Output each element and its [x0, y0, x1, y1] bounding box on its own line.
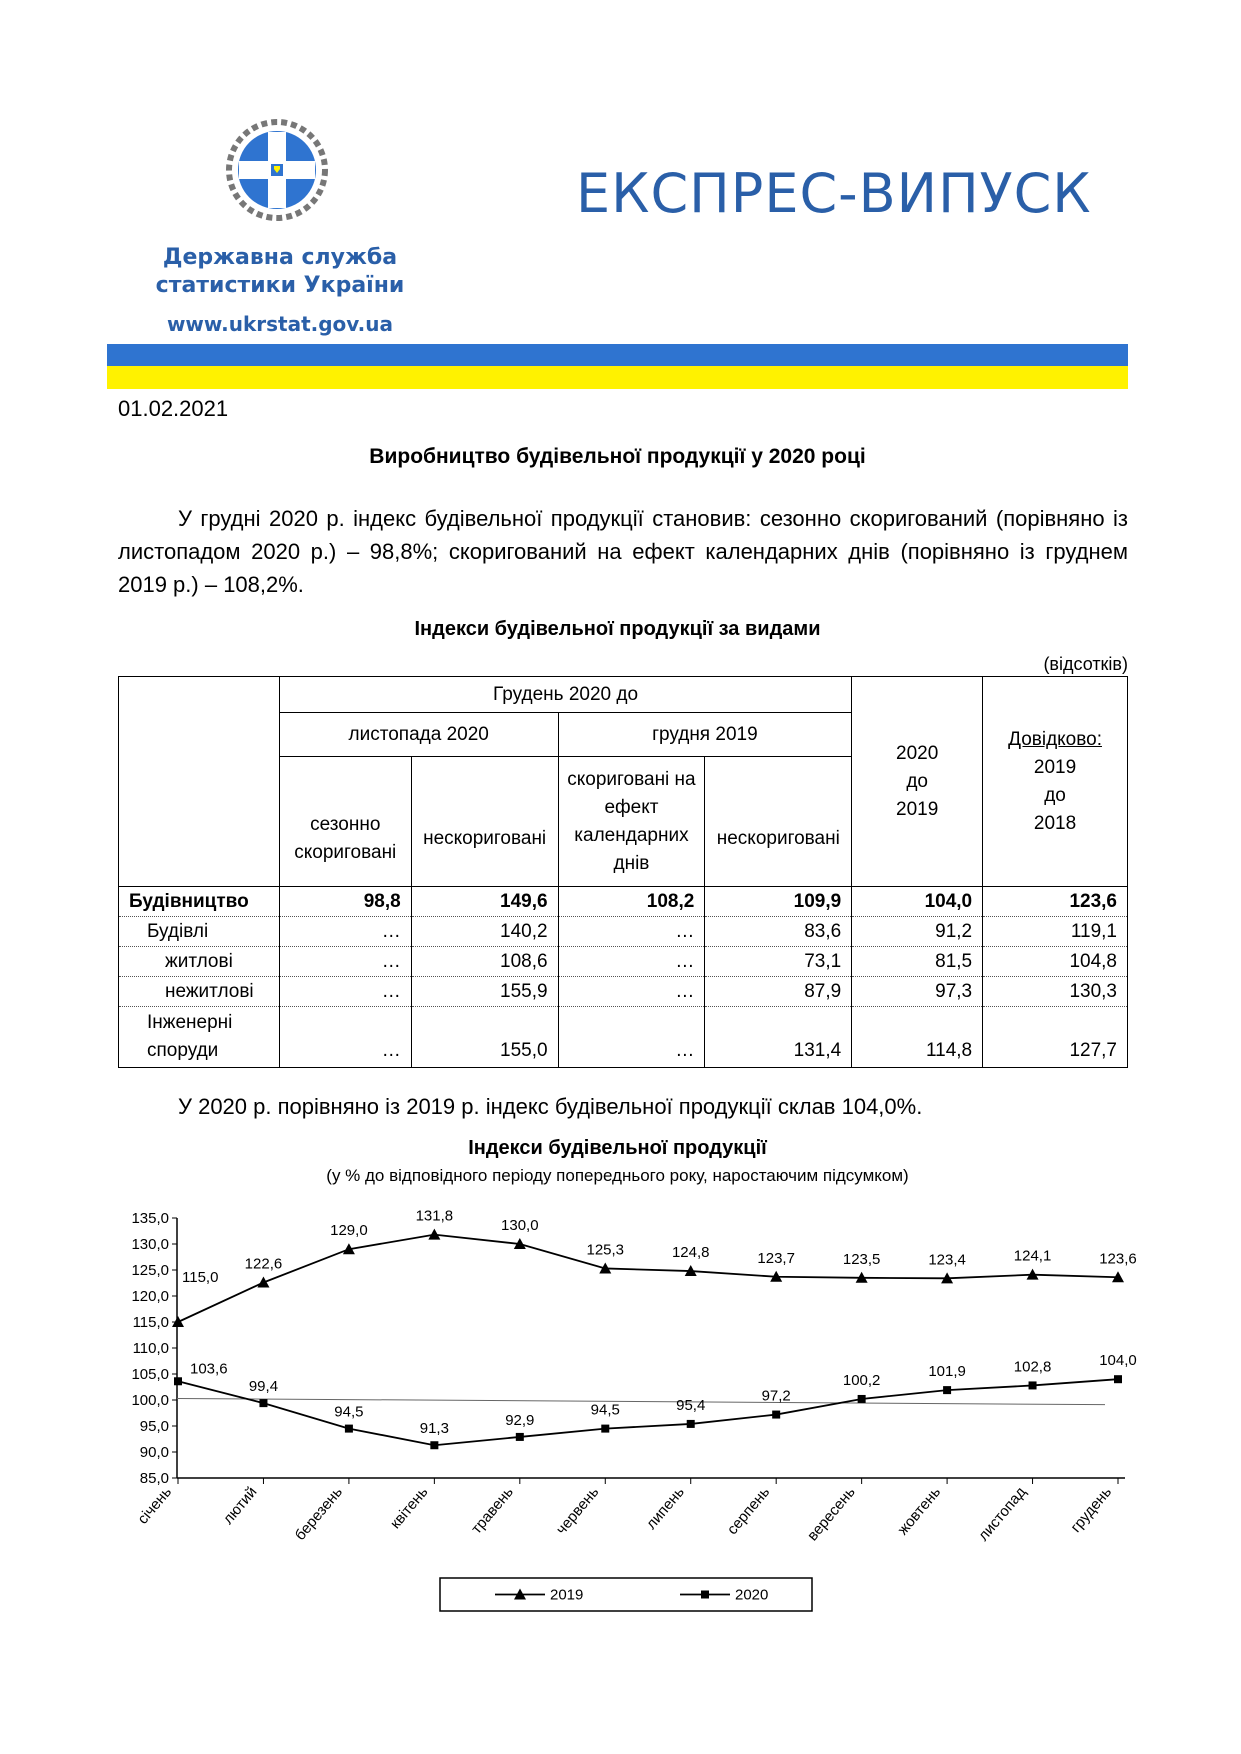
header-sub-november: листопада 2020 [279, 713, 558, 757]
header-reference-note: Довідково: [1008, 728, 1102, 750]
x-tick-label: червень [552, 1483, 603, 1539]
data-label-2020: 100,2 [842, 1371, 881, 1389]
point-2020 [772, 1411, 780, 1419]
data-label-2019: 125,3 [586, 1241, 625, 1259]
cell: 155,0 [411, 1007, 558, 1068]
point-2019 [428, 1229, 440, 1240]
series-line-2019 [178, 1235, 1118, 1322]
header-2019-2018: 2019 до 2018 [1033, 756, 1077, 834]
cell: … [558, 947, 705, 977]
data-label-2019: 122,6 [244, 1255, 283, 1273]
data-label-2019: 124,1 [1013, 1247, 1052, 1265]
x-tick-label: липень [642, 1483, 688, 1533]
row-label: житлові [119, 947, 280, 977]
data-label-2020: 101,9 [928, 1363, 966, 1381]
x-tick-label: лютий [219, 1483, 261, 1528]
y-tick-label: 130,0 [131, 1236, 169, 1253]
point-2020 [858, 1395, 866, 1403]
cell: 108,2 [558, 887, 705, 917]
org-name: Державна служба статистики України [155, 245, 405, 298]
data-label-2020: 91,3 [419, 1420, 449, 1438]
cell: … [279, 947, 411, 977]
cell: 104,0 [852, 887, 983, 917]
header-2020-2019: 2020 до 2019 [852, 677, 983, 887]
header-group: Грудень 2020 до [279, 677, 851, 713]
x-tick-label: січень [134, 1483, 176, 1528]
cell: 98,8 [279, 887, 411, 917]
data-label-2019: 124,8 [671, 1244, 710, 1262]
y-tick-label: 125,0 [131, 1262, 169, 1279]
release-date: 01.02.2021 [118, 396, 229, 421]
legend-label-2019: 2019 [550, 1586, 584, 1604]
cell: 91,2 [852, 917, 983, 947]
cell: 140,2 [411, 917, 558, 947]
page-title: Виробництво будівельної продукції у 2020 році [369, 445, 866, 468]
point-2020 [259, 1399, 267, 1407]
row-label: Будівлі [119, 917, 280, 947]
data-label-2019: 123,4 [928, 1251, 966, 1269]
x-tick-label: серпень [723, 1483, 774, 1539]
x-tick-label: травень [467, 1483, 517, 1538]
point-2019 [257, 1276, 269, 1287]
summary-paragraph: У 2020 р. порівняно із 2019 р. індекс будівельної продукції склав 104,0%. [178, 1094, 923, 1119]
cell: … [279, 917, 411, 947]
header-c3: скориговані на ефект календарних днів [558, 757, 705, 887]
y-tick-label: 110,0 [132, 1340, 169, 1357]
release-type: ЕКСПРЕС-ВИПУСК [576, 162, 1092, 225]
point-2020 [430, 1441, 438, 1449]
x-tick-label: вересень [804, 1483, 859, 1545]
point-2020 [1029, 1381, 1037, 1389]
cell: … [279, 1007, 411, 1068]
point-2020 [601, 1425, 609, 1433]
cell: … [279, 977, 411, 1007]
data-label-2020: 97,2 [761, 1387, 791, 1405]
point-2020 [345, 1425, 353, 1433]
cell: 108,6 [411, 947, 558, 977]
cell: … [558, 1007, 705, 1068]
series-line-2020 [178, 1379, 1118, 1445]
cell: 114,8 [852, 1007, 983, 1068]
cell: 109,9 [705, 887, 852, 917]
chart-title: Індекси будівельної продукції [468, 1137, 767, 1159]
data-label-2019: 130,0 [501, 1217, 539, 1234]
cell: 87,9 [705, 977, 852, 1007]
reference-line [177, 1398, 1105, 1404]
legend-marker-2020 [701, 1591, 709, 1599]
data-label-2019: 123,7 [757, 1249, 795, 1267]
cell: 81,5 [852, 947, 983, 977]
point-2020 [687, 1420, 695, 1428]
y-tick-label: 100,0 [131, 1392, 169, 1409]
header-c1: сезонно скориговані [279, 757, 411, 887]
cell: 149,6 [411, 887, 558, 917]
data-label-2020: 92,9 [505, 1411, 535, 1429]
cell: 130,3 [983, 977, 1128, 1007]
row-label: нежитлові [119, 977, 280, 1007]
x-tick-label: грудень [1067, 1483, 1116, 1536]
chart-subtitle: (у % до відповідного періоду попереднього року, наростаючим підсумком) [326, 1166, 909, 1185]
data-label-2020: 94,5 [590, 1401, 620, 1419]
cell: 104,8 [983, 947, 1128, 977]
cell: 83,6 [705, 917, 852, 947]
point-2020 [943, 1386, 951, 1394]
cell: 119,1 [983, 917, 1128, 947]
legend-label-2020: 2020 [735, 1586, 769, 1604]
table-title: Індекси будівельної продукції за видами [414, 618, 821, 640]
cell: 155,9 [411, 977, 558, 1007]
y-tick-label: 120,0 [131, 1288, 169, 1305]
table-unit: (відсотків) [1043, 654, 1128, 674]
x-tick-label: квітень [386, 1483, 432, 1533]
cell: 123,6 [983, 887, 1128, 917]
cell: … [558, 977, 705, 1007]
data-label-2020: 94,5 [334, 1403, 364, 1421]
header-c4: нескориговані [705, 757, 852, 887]
cell: 127,7 [983, 1007, 1128, 1068]
point-2020 [1114, 1375, 1122, 1383]
y-tick-label: 105,0 [131, 1366, 169, 1383]
intro-text: У грудні 2020 р. індекс будівельної продукції становив: сезонно скоригований (порівняно із листопадом 2020 р.) – 98,8%; скоригований на ефект календарних днів (порівняно із груднем 2019 р.) – 108,2%. [118, 506, 1128, 597]
data-label-2019: 123,6 [1099, 1250, 1137, 1268]
data-label-2020: 104,0 [1099, 1352, 1137, 1370]
row-label: Будівництво [119, 887, 280, 917]
x-tick-label: листопад [974, 1483, 1030, 1545]
cell: 73,1 [705, 947, 852, 977]
cell: … [558, 917, 705, 947]
y-tick-label: 135,0 [131, 1210, 169, 1227]
data-label-2019: 131,8 [415, 1207, 454, 1225]
header-sub-december: грудня 2019 [558, 713, 852, 757]
cell: 97,3 [852, 977, 983, 1007]
org-url[interactable]: www.ukrstat.gov.ua [166, 312, 394, 336]
data-label-2020: 95,4 [676, 1396, 706, 1414]
row-label: Інженерні споруди [119, 1007, 280, 1068]
x-tick-label: березень [291, 1483, 346, 1544]
data-label-2019: 129,0 [330, 1222, 368, 1240]
data-label-2020: 99,4 [248, 1378, 279, 1396]
data-label-2020: 103,6 [190, 1360, 228, 1378]
point-2020 [516, 1433, 524, 1441]
data-label-2019: 123,5 [842, 1250, 881, 1268]
x-tick-label: жовтень [894, 1483, 945, 1539]
y-tick-label: 95,0 [139, 1418, 169, 1435]
y-tick-label: 115,0 [132, 1314, 169, 1331]
cell: 131,4 [705, 1007, 852, 1068]
header-c2: нескориговані [411, 757, 558, 887]
y-tick-label: 85,0 [139, 1470, 169, 1487]
point-2020 [174, 1377, 182, 1385]
y-tick-label: 90,0 [139, 1444, 169, 1461]
data-label-2019: 115,0 [182, 1269, 219, 1286]
data-label-2020: 102,8 [1013, 1358, 1052, 1376]
